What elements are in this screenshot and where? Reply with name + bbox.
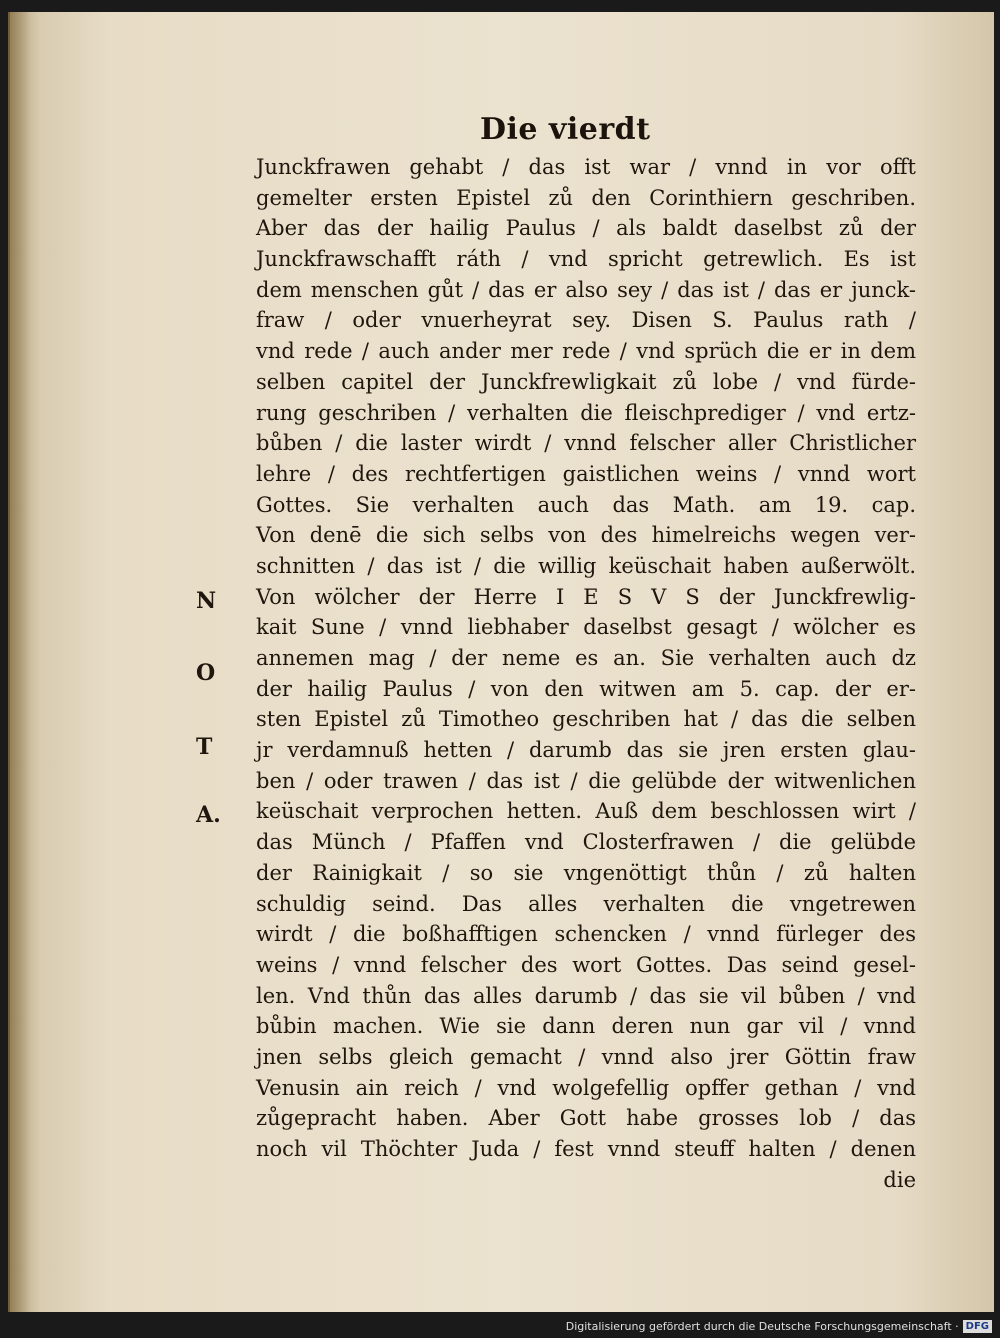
text-line: selben capitel der Junckfrewligkait zů lobe / vnd fürde- <box>256 369 916 394</box>
text-line: Gottes. Sie verhalten auch das Math. am 19. cap. <box>256 492 916 517</box>
text-line: rung geschriben / verhalten die fleischprediger / vnd ertz- <box>256 400 916 425</box>
text-line: lehre / des rechtfertigen gaistlichen weins / vnnd wort <box>256 461 916 486</box>
text-line: Von denē die sich selbs von des himelreichs wegen ver- <box>256 523 916 548</box>
page-header: Die vierdt <box>480 112 651 147</box>
text-line: schnitten / das ist / die willig keüschait haben außerwölt. <box>256 553 916 578</box>
text-line: Junckfrawschafft ráth / vnd spricht getrewlich. Es ist <box>256 247 916 272</box>
text-line: schuldig seind. Das alles verhalten die vngetrewen <box>256 891 916 916</box>
text-line: Von wölcher der Herre I E S V S der Junckfrewlig- <box>256 584 916 609</box>
text-line: len. Vnd thůn das alles darumb / das sie vil bůben / vnd <box>256 983 916 1008</box>
margin-note-letter: N <box>196 588 217 614</box>
text-line: der hailig Paulus / von den witwen am 5. cap. der er- <box>256 676 916 701</box>
credit-text: Digitalisierung gefördert durch die Deutsche Forschungsgemeinschaft · <box>565 1319 959 1333</box>
text-line: dem menschen gůt / das er also sey / das ist / das er junck- <box>256 277 916 302</box>
text-line: jnen selbs gleich gemacht / vnnd also jrer Göttin fraw <box>256 1044 916 1069</box>
text-line: zůgepracht haben. Aber Gott habe grosses lob / das <box>256 1106 916 1131</box>
text-line: Junckfrawen gehabt / das ist war / vnnd in vor offt <box>256 155 916 179</box>
text-line: der Rainigkait / so sie vngenöttigt thůn / zů halten <box>256 860 916 885</box>
text-line: ben / oder trawen / das ist / die gelübde der witwenlichen <box>256 768 916 793</box>
digitization-credit <box>566 1316 992 1336</box>
text-line: noch vil Thöchter Juda / fest vnnd steuff halten / denen <box>256 1137 916 1161</box>
text-line: wirdt / die boßhafftigen schencken / vnnd fürleger des <box>256 922 916 947</box>
page-gutter-shadow <box>8 12 30 1312</box>
body-text <box>256 152 916 1195</box>
margin-note-letter: A. <box>196 802 221 828</box>
text-line: weins / vnnd felscher des wort Gottes. Das seind gesel- <box>256 952 916 977</box>
text-line: gemelter ersten Epistel zů den Corinthiern geschriben. <box>256 185 916 210</box>
text-line: kait Sune / vnnd liebhaber daselbst gesagt / wölcher es <box>256 615 916 640</box>
text-line: vnd rede / auch ander mer rede / vnd sprüch die er in dem <box>256 339 916 364</box>
text-line: Aber das der hailig Paulus / als baldt daselbst zů der <box>256 216 916 241</box>
text-line: das Münch / Pfaffen vnd Closterfrawen / die gelübde <box>256 830 916 855</box>
text-line: fraw / oder vnuerheyrat sey. Disen S. Paulus rath / <box>256 308 916 333</box>
text-line: keüschait verprochen hetten. Auß dem beschlossen wirt / <box>256 799 916 824</box>
text-line: jr verdamnuß hetten / darumb das sie jren ersten glau- <box>256 738 916 763</box>
text-line: Venusin ain reich / vnd wolgefellig opffer gethan / vnd <box>256 1075 916 1100</box>
text-line: annemen mag / der neme es an. Sie verhalten auch dz <box>256 646 916 670</box>
text-line: bůben / die laster wirdt / vnnd felscher aller Christlicher <box>256 431 916 456</box>
dfg-logo: DFG <box>963 1320 992 1333</box>
margin-note-letter: T <box>196 734 213 760</box>
text-line: sten Epistel zů Timotheo geschriben hat / das die selben <box>256 707 916 732</box>
text-line: bůbin machen. Wie sie dann deren nun gar vil / vnnd <box>256 1014 916 1039</box>
margin-note-letter: O <box>196 660 216 686</box>
text-line: die <box>883 1167 916 1192</box>
